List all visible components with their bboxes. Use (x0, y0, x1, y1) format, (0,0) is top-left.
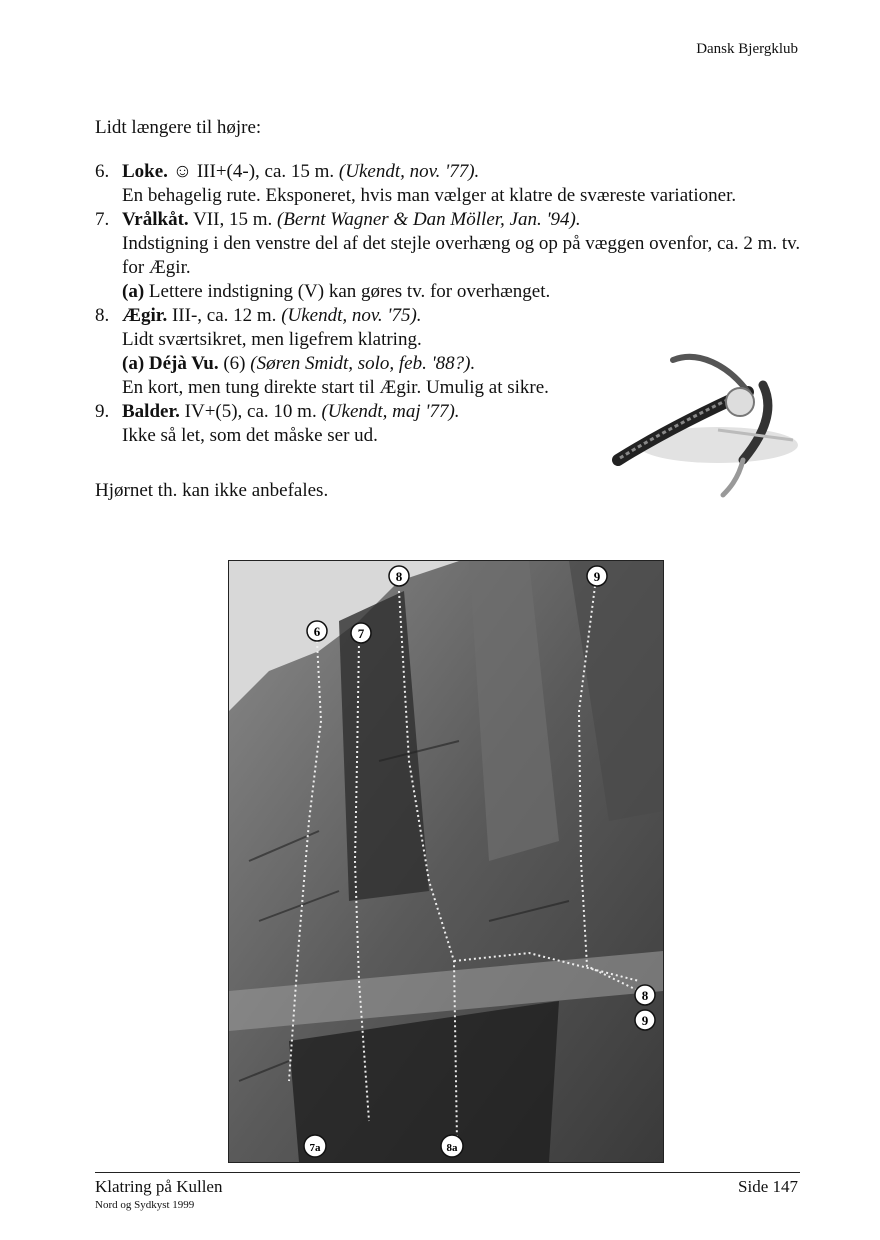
route-number: 8. (95, 305, 110, 326)
svg-text:7: 7 (357, 626, 365, 641)
route-author: (Ukendt, maj '77). (321, 401, 460, 422)
route-number: 7. (95, 209, 110, 230)
svg-text:9: 9 (593, 569, 601, 584)
route-marker-7a (304, 1135, 326, 1157)
route-marker-6 (307, 621, 327, 641)
route-marker-8-top (389, 566, 409, 586)
route-description: Lidt sværtsikret, men ligefrem klatring. (122, 329, 422, 350)
route-author: (Bernt Wagner & Dan Möller, Jan. '94). (276, 209, 581, 230)
route-number: 6. (95, 161, 110, 182)
footer-left (95, 1177, 222, 1211)
route-marker-8a (441, 1135, 463, 1157)
svg-text:6: 6 (313, 624, 321, 639)
climbing-gear-illustration (598, 340, 810, 502)
route-7 (95, 208, 815, 304)
page-number: Side 147 (738, 1177, 798, 1196)
cliff-topo-photo (228, 560, 664, 1163)
route-marker-9-right (635, 1010, 655, 1030)
variant-text: Lettere indstigning (V) kan gøres tv. for overhænget. (144, 281, 551, 302)
route-description: Ikke så let, som det måske ser ud. (122, 425, 378, 446)
route-grade: VII, 15 m. (188, 209, 277, 230)
variant-author: (Søren Smidt, solo, feb. '88?). (250, 353, 476, 374)
svg-text:9: 9 (641, 1013, 649, 1028)
svg-text:8a: 8a (446, 1142, 458, 1154)
route-description: En behagelig rute. Eksponeret, hvis man vælger at klatre de sværeste variationer. (122, 185, 737, 206)
smiley-icon: ☺ (172, 161, 193, 182)
footer-divider (95, 1172, 800, 1173)
route-number: 9. (95, 401, 110, 422)
route-grade: III+(4-), ca. 15 m. (192, 161, 339, 182)
route-name: Loke. (122, 161, 168, 182)
route-name: Balder. (122, 401, 180, 422)
route-grade: III-, ca. 12 m. (167, 305, 282, 326)
variant-grade: (6) (218, 353, 251, 374)
intro-text: Lidt længere til højre: (95, 117, 262, 138)
footer-title: Klatring på Kullen (95, 1177, 223, 1196)
route-name: Ægir. (122, 305, 168, 326)
svg-text:8: 8 (395, 569, 403, 584)
svg-text:8: 8 (641, 988, 649, 1003)
route-name: Vrålkåt. (122, 209, 189, 230)
footer-subtitle: Nord og Sydkyst 1999 (95, 1199, 195, 1211)
route-grade: IV+(5), ca. 10 m. (179, 401, 322, 422)
route-author: (Ukendt, nov. '77). (338, 161, 480, 182)
route-6 (95, 160, 815, 208)
variant-description: En kort, men tung direkte start til Ægir. Umulig at sikre. (122, 377, 549, 398)
route-description: Indstigning i den venstre del af det stejle overhæng og op på væggen ovenfor, ca. 2 m. tv. for Ægir. (122, 233, 801, 278)
variant-label: (a) Déjà Vu. (122, 353, 219, 374)
route-marker-7 (351, 623, 371, 643)
closing-note: Hjørnet th. kan ikke anbefales. (95, 480, 329, 501)
variant-label: (a) (122, 281, 145, 302)
svg-text:7a: 7a (309, 1142, 321, 1154)
route-marker-8-right (635, 985, 655, 1005)
page-header: Dansk Bjergklub (696, 41, 798, 57)
route-author: (Ukendt, nov. '75). (281, 305, 422, 326)
route-marker-9-top (587, 566, 607, 586)
